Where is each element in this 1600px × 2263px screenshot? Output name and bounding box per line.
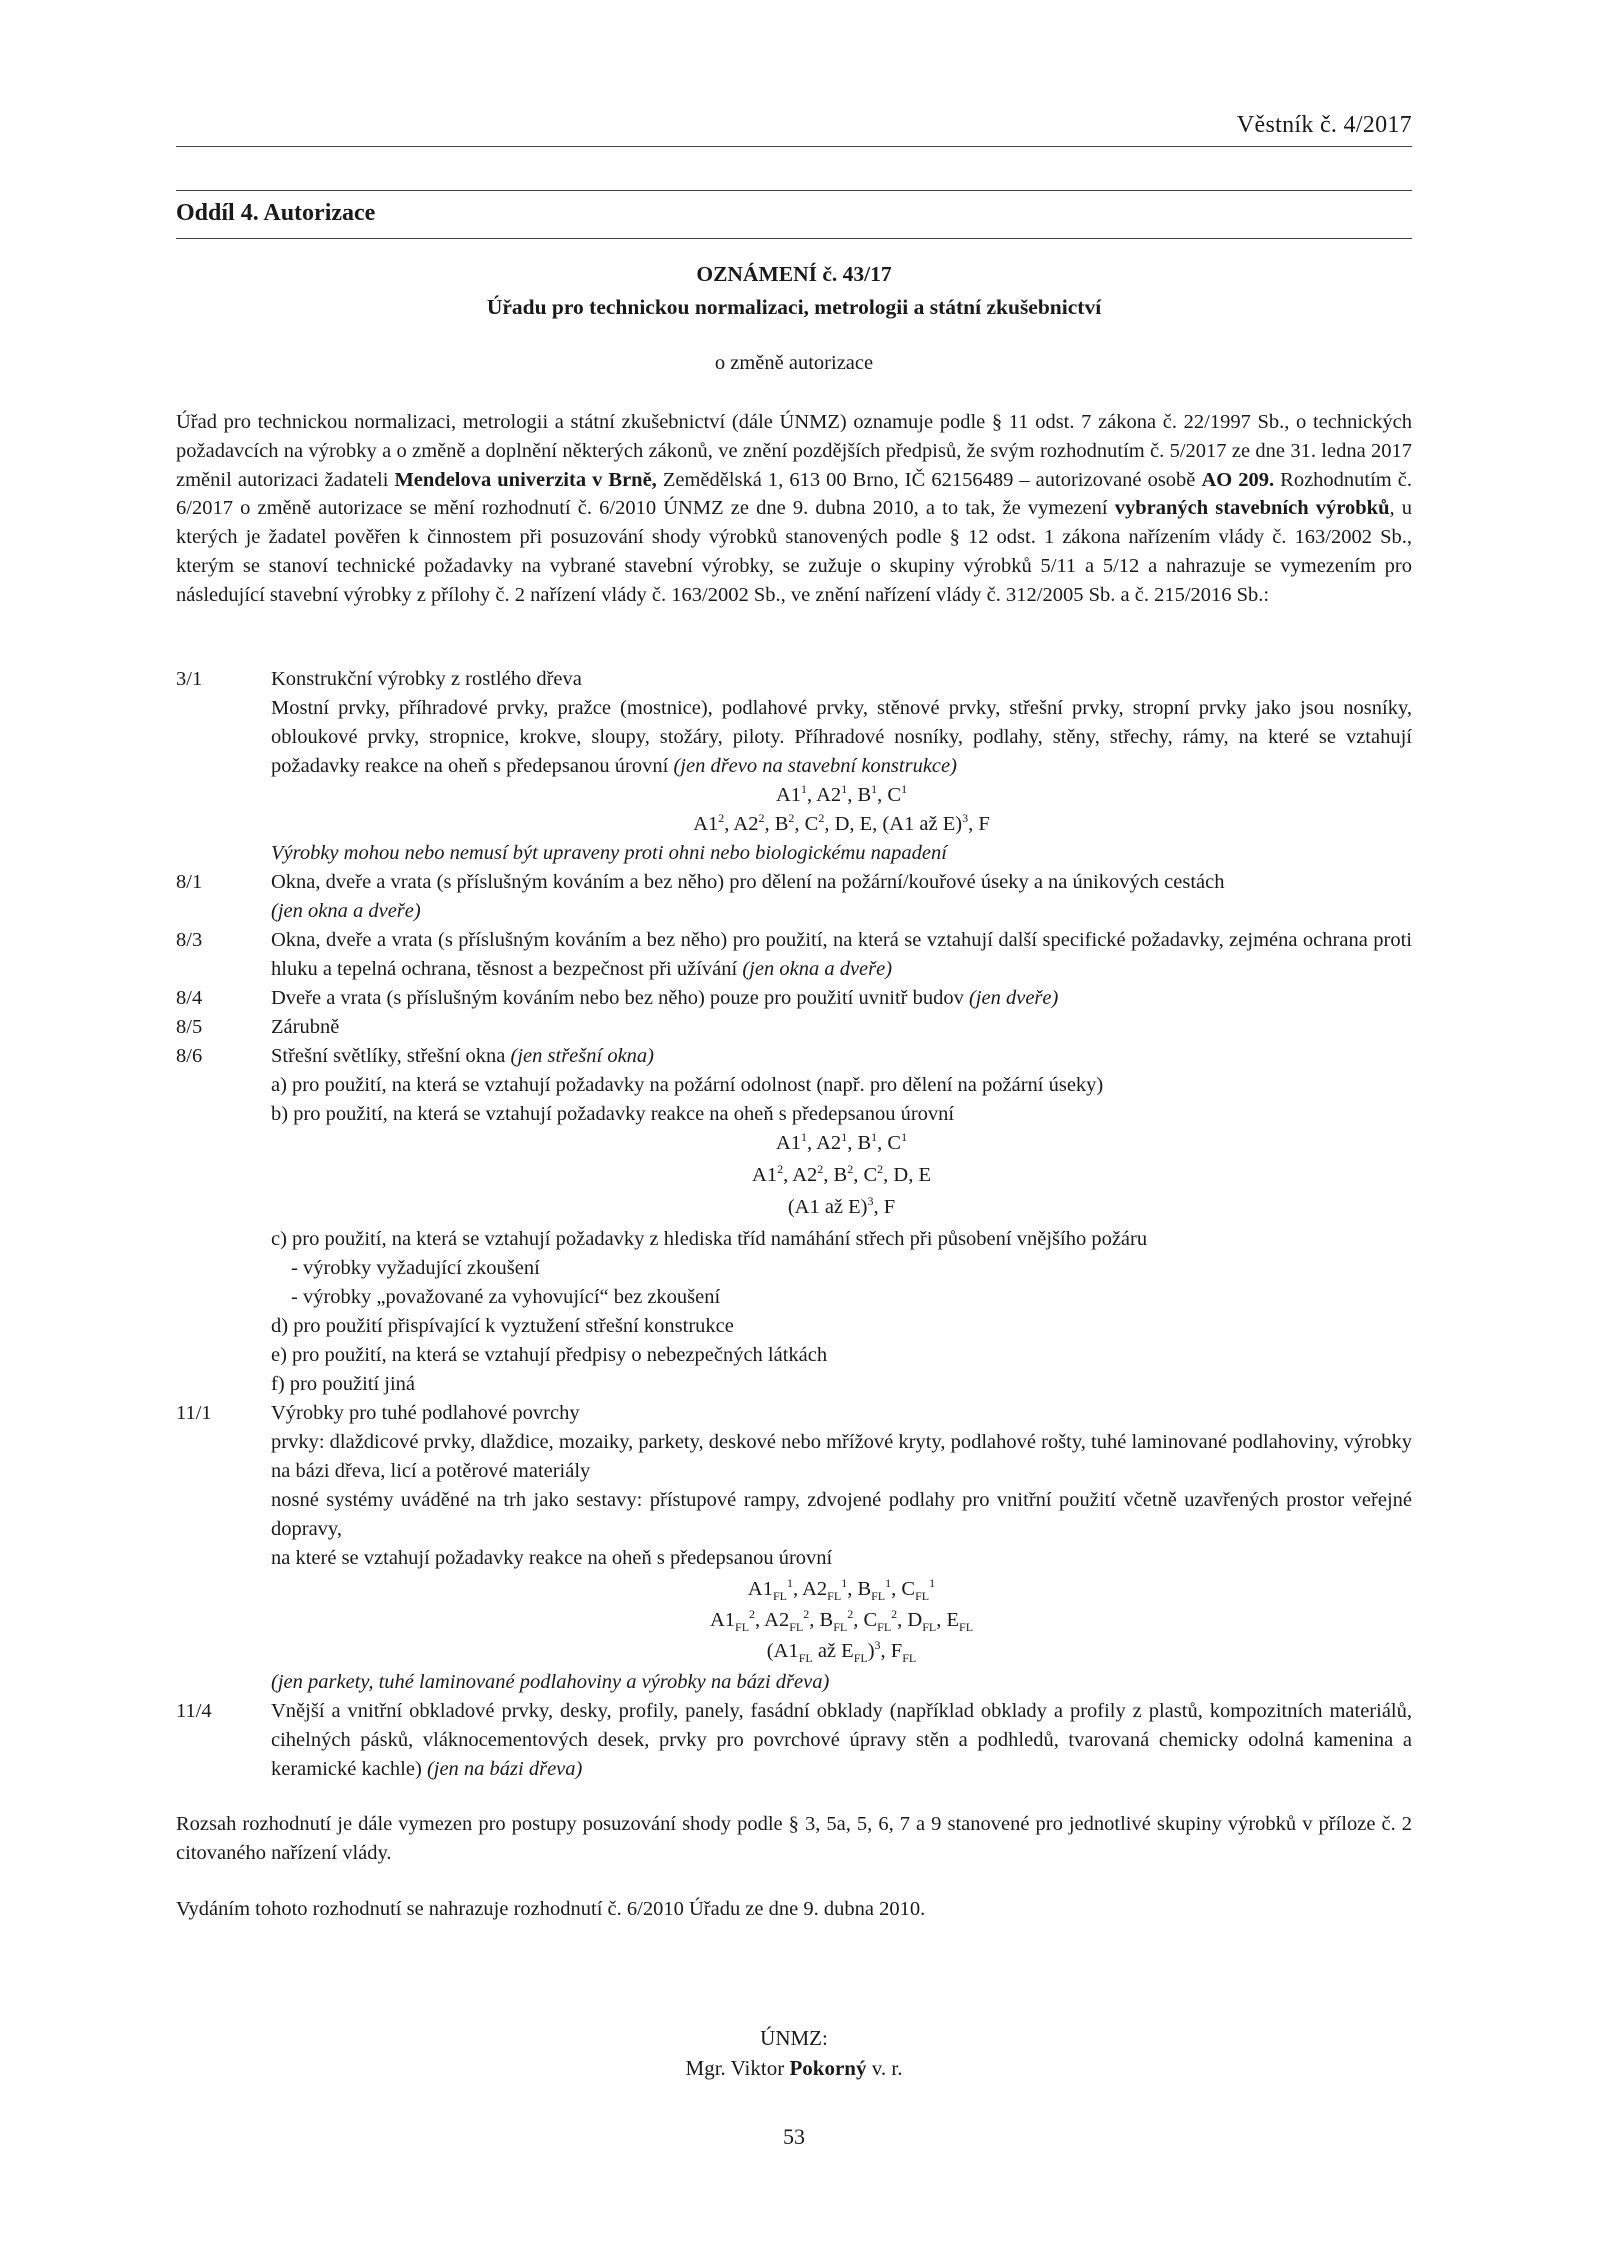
section-title: Oddíl 4. Autorizace (176, 200, 376, 226)
notice-office: Úřadu pro technickou normalizaci, metrologii a státní zkušebnictví (486, 295, 1102, 319)
section-rule-bottom (176, 238, 1412, 239)
signature-org: ÚNMZ: (760, 2026, 828, 2050)
header-rule (176, 146, 1412, 147)
fire-class-line: ($A1_{FL}$ až $E_{FL})^3$, $F_{FL}$ (766, 1638, 917, 1665)
fire-class-line: (A1 až E)$^3$, F (787, 1194, 896, 1218)
closing-paragraph: Vydáním tohoto rozhodnutí se nahrazuje rozhodnutí č. 6/2010 Úřadu ze dne 9. dubna 2010. (176, 1898, 926, 1920)
notice-subject: o změně autorizace (714, 352, 874, 374)
fire-class-line: $A1^2$, $A2^2$, $B^2$, $C^2$, D, E, (A1 až E)$^3$, F (693, 811, 990, 835)
notice-number: OZNÁMENÍ č. 43/17 (696, 262, 892, 286)
fire-class-line: $A1_{FL}^1$, $A2_{FL}^1$, $B_{FL}^1$, $C_{FL}^1$ (747, 1576, 936, 1603)
fire-class-line: $A1^1$, $A2^1$, $B^1$, $C^1$ (775, 1130, 908, 1154)
group-code: 3/1 (176, 668, 203, 690)
fire-class-line: $A1_{FL}^2$, $A2_{FL}^2$, $B_{FL}^2$, $C_{FL}^2$, $D_{FL}$, $E_{FL}$ (709, 1607, 974, 1634)
signature-name: Mgr. Viktor Pokorný v. r. (685, 2056, 903, 2080)
group-title: Konstrukční výrobky z rostlého dřeva (271, 668, 582, 690)
fire-class-line: $A1^2$, $A2^2$, $B^2$, $C^2$, D, E (752, 1162, 931, 1186)
page-number: 53 (783, 2124, 805, 2149)
journal-header: Věstník č. 4/2017 (1236, 112, 1412, 138)
intro-paragraph: Úřad pro technickou normalizaci, metrologii a státní zkušebnictví (dále ÚNMZ) oznamuje podle § 11 odst. 7 zákona č. 22/1997 Sb., o technických požadavcích na výrobky a o změně a doplnění některých zákonů, ve znění pozdějších předpisů, že svým rozhodnutím č. 5/2017 ze dne 31. ledna 2017 změnil autorizaci žadateli Mendelova univerzita v Brně, Zemědělská 1, 613 00 Brno, IČ 62156489 – autorizované osobě AO 209. Rozhodnutím č. 6/2017 o změně autorizace se mění rozhodnutí č. 6/2010 ÚNMZ ze dne 9. dubna 2010, a to tak, že vymezení vybraných stavebních výrobků, u kterých je žadatel pověřen k činnostem při posuzování shody výrobků stanovených podle § 12 odst. 1 zákona nařízením vlády č. 163/2002 Sb., kterým se stanoví technické požadavky na vybrané stavební výrobky, se zužuje o skupiny výrobků 5/11 a 5/12 a nahrazuje se vymezením pro následující stavební výrobky z přílohy č. 2 nařízení vlády č. 163/2002 Sb., ve znění nařízení vlády č. 312/2005 Sb. a č. 215/2016 Sb.: (176, 411, 1413, 606)
section-rule-top (176, 190, 1412, 191)
closing-paragraph: Rozsah rozhodnutí je dále vymezen pro postupy posuzování shody podle § 3, 5a, 5, 6, 7 a 9 stanovené pro jednotlivé skupiny výrobků v příloze č. 2 citovaného nařízení vlády. (176, 1813, 1412, 1864)
fire-class-line: $A1^1$, $A2^1$, $B^1$, $C^1$ (775, 782, 908, 806)
